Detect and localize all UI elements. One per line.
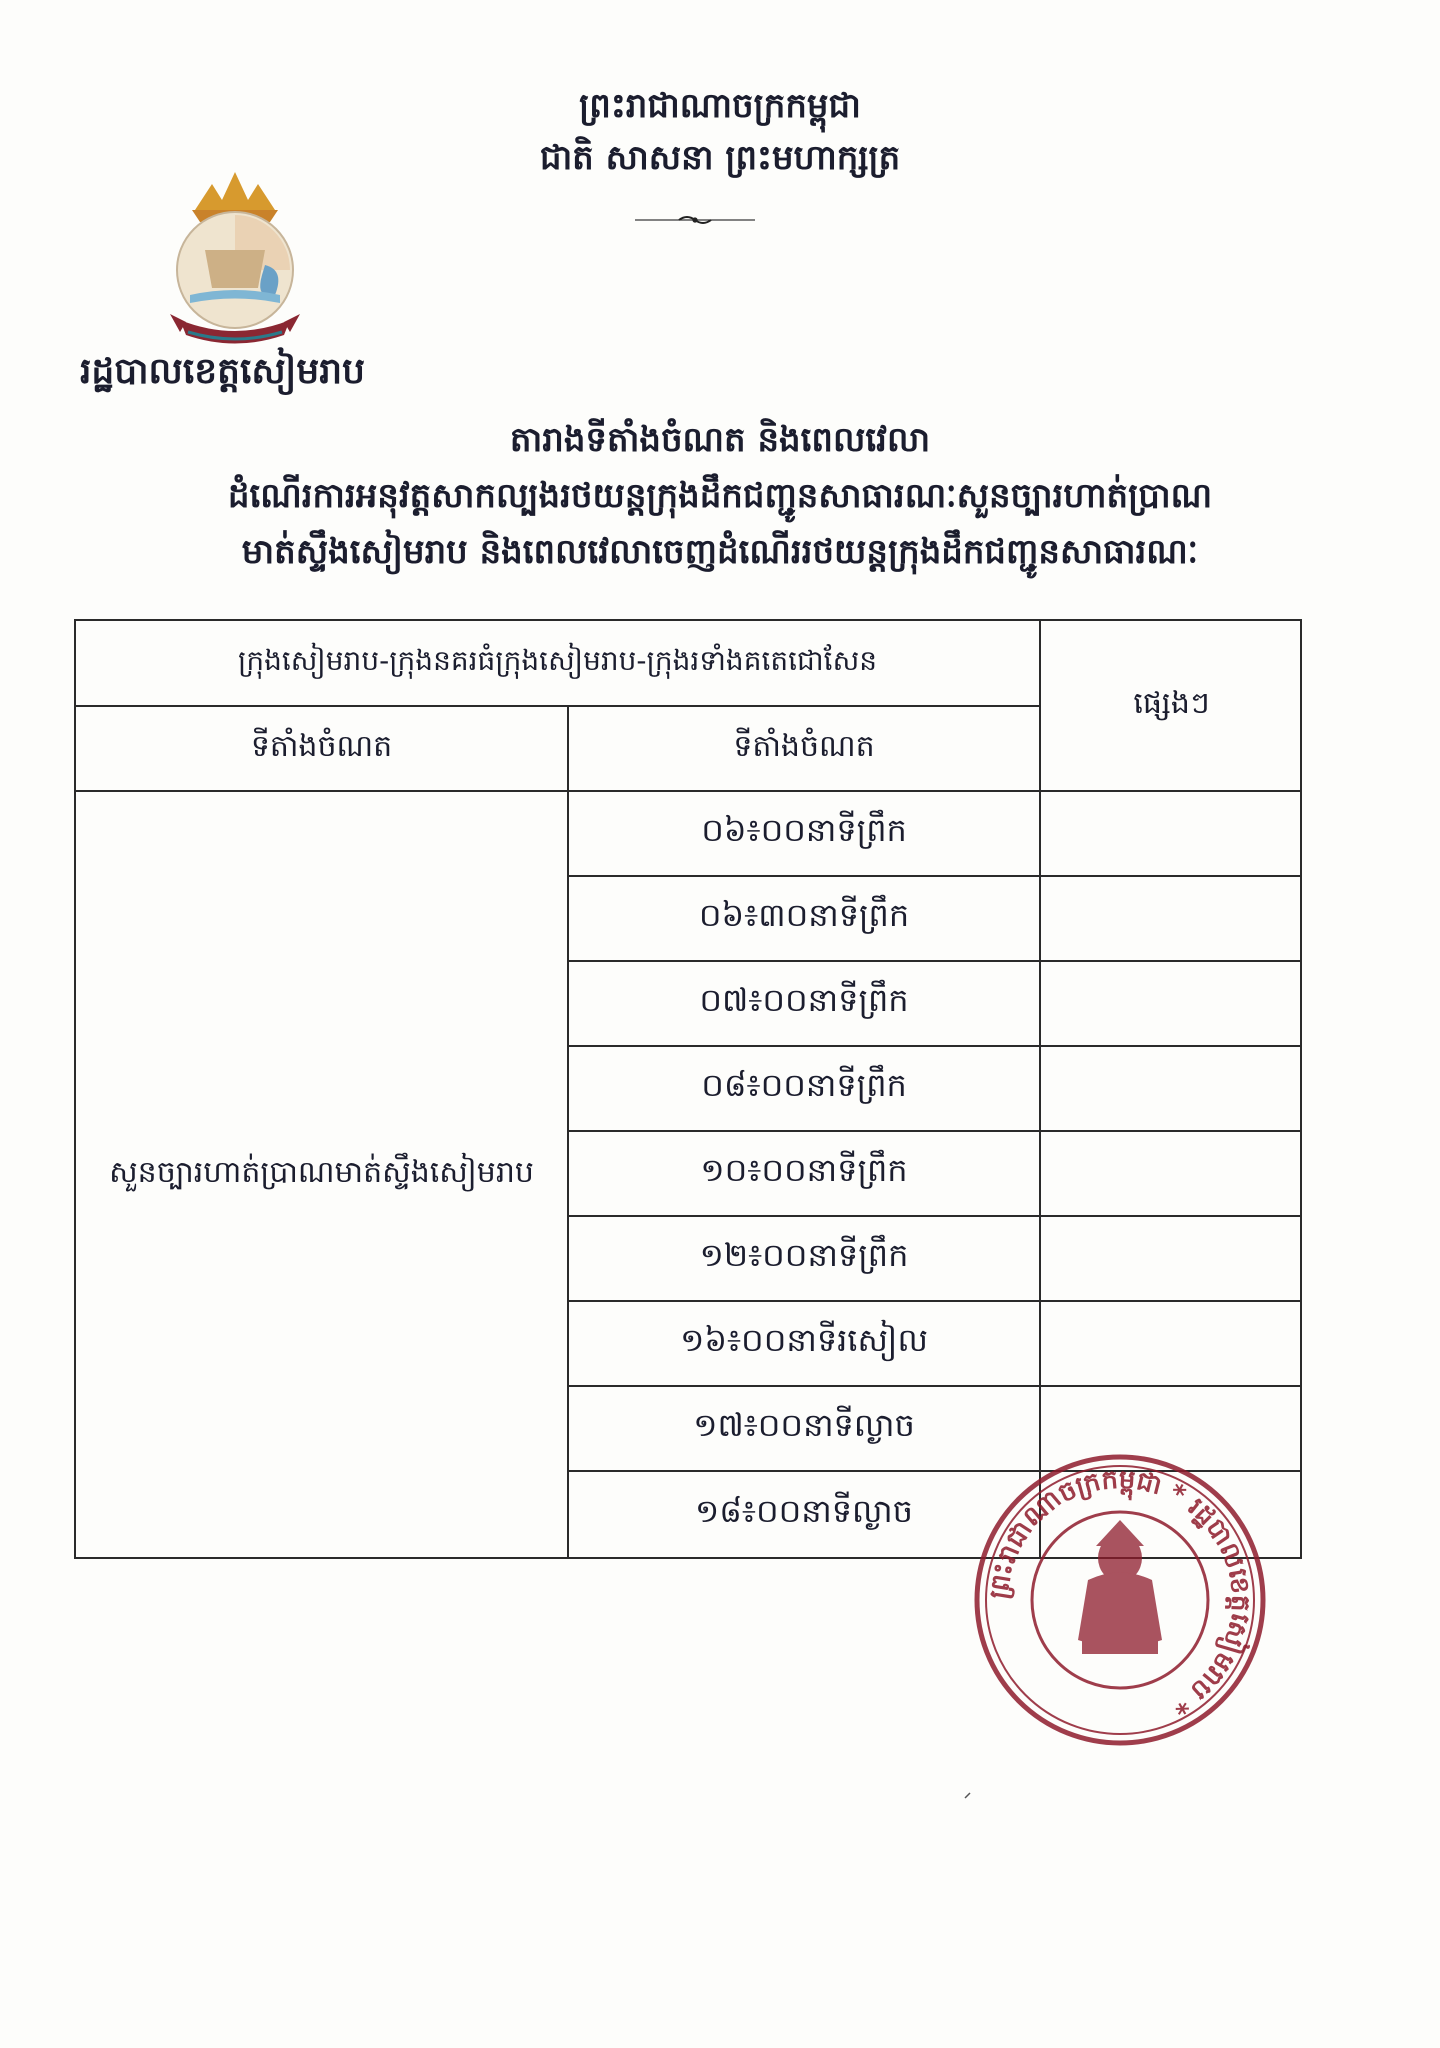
time-cell: ១០៖០០នាទីព្រឹក: [700, 1151, 908, 1189]
time-cell: ០៨៖០០នាទីព្រឹក: [701, 1066, 907, 1104]
schedule-table: [74, 619, 1302, 1559]
time-cell: ០៧៖០០នាទីព្រឹក: [699, 981, 909, 1019]
time-cell: ១៨៖០០នាទីល្ងាច: [695, 1492, 913, 1530]
other-cell: [1041, 877, 1302, 960]
col2-header: ទីតាំងចំណត: [733, 728, 875, 764]
time-cell: ១៧៖០០នាទីល្ងាច: [693, 1406, 915, 1444]
other-cell: [1041, 1132, 1302, 1215]
time-cell: ០៦៖០០នាទីព្រឹក: [701, 811, 907, 849]
document-title: តារាងទីតាំងចំណត និងពេលវេលា: [509, 420, 931, 460]
kingdom-motto: ជាតិ សាសនា ព្រះមហាក្សត្រ: [539, 138, 901, 178]
document-heading: [0, 412, 1440, 580]
time-cell: ១២៖០០នាទីព្រឹក: [699, 1236, 909, 1274]
other-cell: [1041, 962, 1302, 1045]
official-seal-stamp: [970, 1450, 1270, 1750]
document-subtitle-line2: មាត់ស្ទឹងសៀមរាប និងពេលវេលាចេញដំណើររថយន្តក្រុងដឹកជញ្ជូនសាធារណៈ: [241, 532, 1199, 572]
seal-text: ព្រះរាជាណាចក្រកម្ពុជា * រដ្ឋបាលខេត្តសៀមរាប *: [983, 1464, 1256, 1721]
kingdom-title: ព្រះរាជាណាចក្រកម្ពុជា: [579, 86, 861, 126]
kingdom-header: [430, 80, 1010, 184]
agency-name: រដ្ឋបាលខេត្តសៀមរាប: [80, 351, 365, 392]
time-cell: ១៦៖០០នាទីរសៀល: [680, 1321, 928, 1359]
other-header: ផ្សេងៗ: [1133, 685, 1210, 721]
other-cell: [1041, 1217, 1302, 1300]
ink-speck: [963, 1790, 973, 1800]
other-cell: [1041, 792, 1302, 875]
other-cell: [1041, 1302, 1302, 1385]
document-subtitle-line1: ដំណើរការអនុវត្តសាកល្បងរថយន្តក្រុងដឹកជញ្ជូនសាធារណៈសួនច្បារហាត់ប្រាណ: [227, 476, 1213, 516]
provincial-emblem-logo: [150, 170, 320, 355]
time-cell: ០៦៖៣០នាទីព្រឹក: [698, 896, 910, 934]
route-header: ក្រុងសៀមរាប-ក្រុងនគរធំក្រុងសៀមរាប-ក្រុងរទាំងគតេជោសែន: [238, 643, 877, 677]
ornament-divider: [635, 213, 755, 227]
col1-header: ទីតាំងចំណត: [250, 728, 393, 764]
other-cell: [1041, 1047, 1302, 1130]
stop-name-cell: សួនច្បារហាត់ប្រាណមាត់ស្ទឹងសៀមរាប: [109, 1154, 534, 1190]
